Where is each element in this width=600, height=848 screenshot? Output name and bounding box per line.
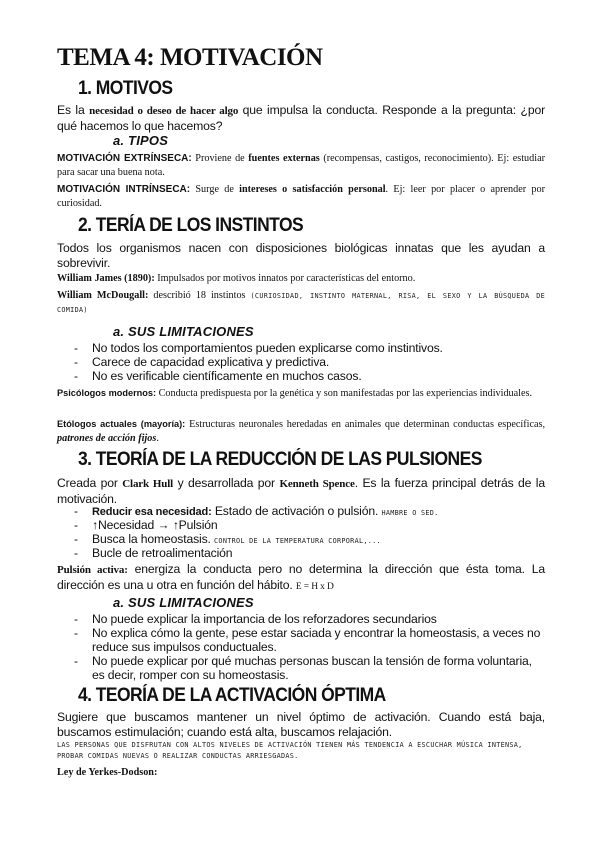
modern-psychologists-note: Psicólogos modernos: Conducta predispuesta por la genética y son manifestadas por las experiencias individuales. [57,388,533,399]
subheading-limitaciones-instintos: a. SUS LIMITACIONES [113,324,254,339]
list-item: - Reducir esa necesidad: Estado de activación o pulsión. HAMBRE O SED. [74,504,439,518]
list-item: - Busca la homeostasis. CONTROL DE LA TEMPERATURA CORPORAL,... [74,532,381,546]
pulsiones-definition: Creada por Clark Hull y desarrollada por Kenneth Spence. Es la fuerza principal detrás de la motivación. [57,476,545,506]
handwritten-instincts: (CURIOSIDAD, INSTINTO MATERNAL, RISA, EL SEXO Y LA BÚSQUEDA DE COMIDA) [57,292,546,314]
yerkes-dodson-label: Ley de Yerkes-Dodson: [57,767,158,778]
motivos-definition: Es la necesidad o deseo de hacer algo que impulsa la conducta. Responde a la pregunta: ¿por qué hacemos lo que hacemos? [57,103,545,133]
subheading-limitaciones-pulsiones: a. SUS LIMITACIONES [113,595,254,610]
extrinsic-motivation: MOTIVACIÓN EXTRÍNSECA: Proviene de fuentes externas (recompensas, castigos, reconocimiento). Ej: estudiar para sacar una buena nota. [57,153,545,178]
instintos-definition: Todos los organismos nacen con disposiciones biológicas innatas que les ayudan a sobrevivir. [57,241,545,270]
list-item: - ↑Necesidad → ↑Pulsión [74,518,218,532]
william-james-note: William James (1890): Impulsados por motivos innatos por características del entorno. [57,273,416,284]
list-item: - No puede explicar la importancia de los reforzadores secundarios [74,612,437,626]
ethologists-note: Etólogos actuales (mayoría): Estructuras neuronales heredadas en animales que determinan conductas específicas, patrones de acción fijos. [57,419,545,444]
list-item: - No puede explicar por qué muchas personas buscan la tensión de forma voluntaria, es decir, romper con su homeostasis. [74,654,532,682]
activacion-definition: Sugiere que buscamos mantener un nivel óptimo de activación. Cuando está baja, buscamos estimulación; cuando está alta, buscamos relajación. [57,710,545,739]
list-item: - No todos los comportamientos pueden explicarse como instintivos. [74,341,443,355]
list-item: - No explica cómo la gente, pese estar saciada y encontrar la homeostasis, a veces no reduce sus impulsos conductuales. [74,626,541,654]
section-heading-pulsiones: 3. TEORÍA DE LA REDUCCIÓN DE LAS PULSIONES [78,449,482,470]
subheading-tipos: a. TIPOS [113,133,169,148]
section-heading-instintos: 2. TERÍA DE LOS INSTINTOS [78,215,304,236]
section-heading-activacion: 4. TEORÍA DE LA ACTIVACIÓN ÓPTIMA [78,685,386,706]
intrinsic-motivation: MOTIVACIÓN INTRÍNSECA: Surge de intereses o satisfacción personal. Ej: leer por placer o aprender por curiosidad. [57,184,545,209]
formula: E = H x D [295,581,334,592]
list-item: - No es verificable científicamente en muchos casos. [74,369,362,383]
list-item: - Carece de capacidad explicativa y predictiva. [74,355,330,369]
list-item: - Bucle de retroalimentación [74,546,233,560]
mcdougall-note: William McDougall: describió 18 instintos (CURIOSIDAD, INSTINTO MATERNAL, RISA, EL SEXO Y LA BÚSQUEDA DE COMIDA) [57,290,546,314]
handwritten-activation-note: LAS PERSONAS QUE DISFRUTAN CON ALTOS NIVELES DE ACTIVACIÓN TIENEN MÁS TENDENCIA A ESCUCHAR MÚSICA INTENSA, PROBAR COMIDAS NUEVAS O REALIZAR CONDUCTAS ARRIESGADAS. [57,741,523,760]
pulsion-activa-note: Pulsión activa: energiza la conducta pero no determina la dirección que ésta toma. La dirección es una u otra en función del hábito. E = H x D [57,562,545,592]
page-title: TEMA 4: MOTIVACIÓN [57,44,323,71]
section-heading-motivos: 1. MOTIVOS [78,78,173,99]
